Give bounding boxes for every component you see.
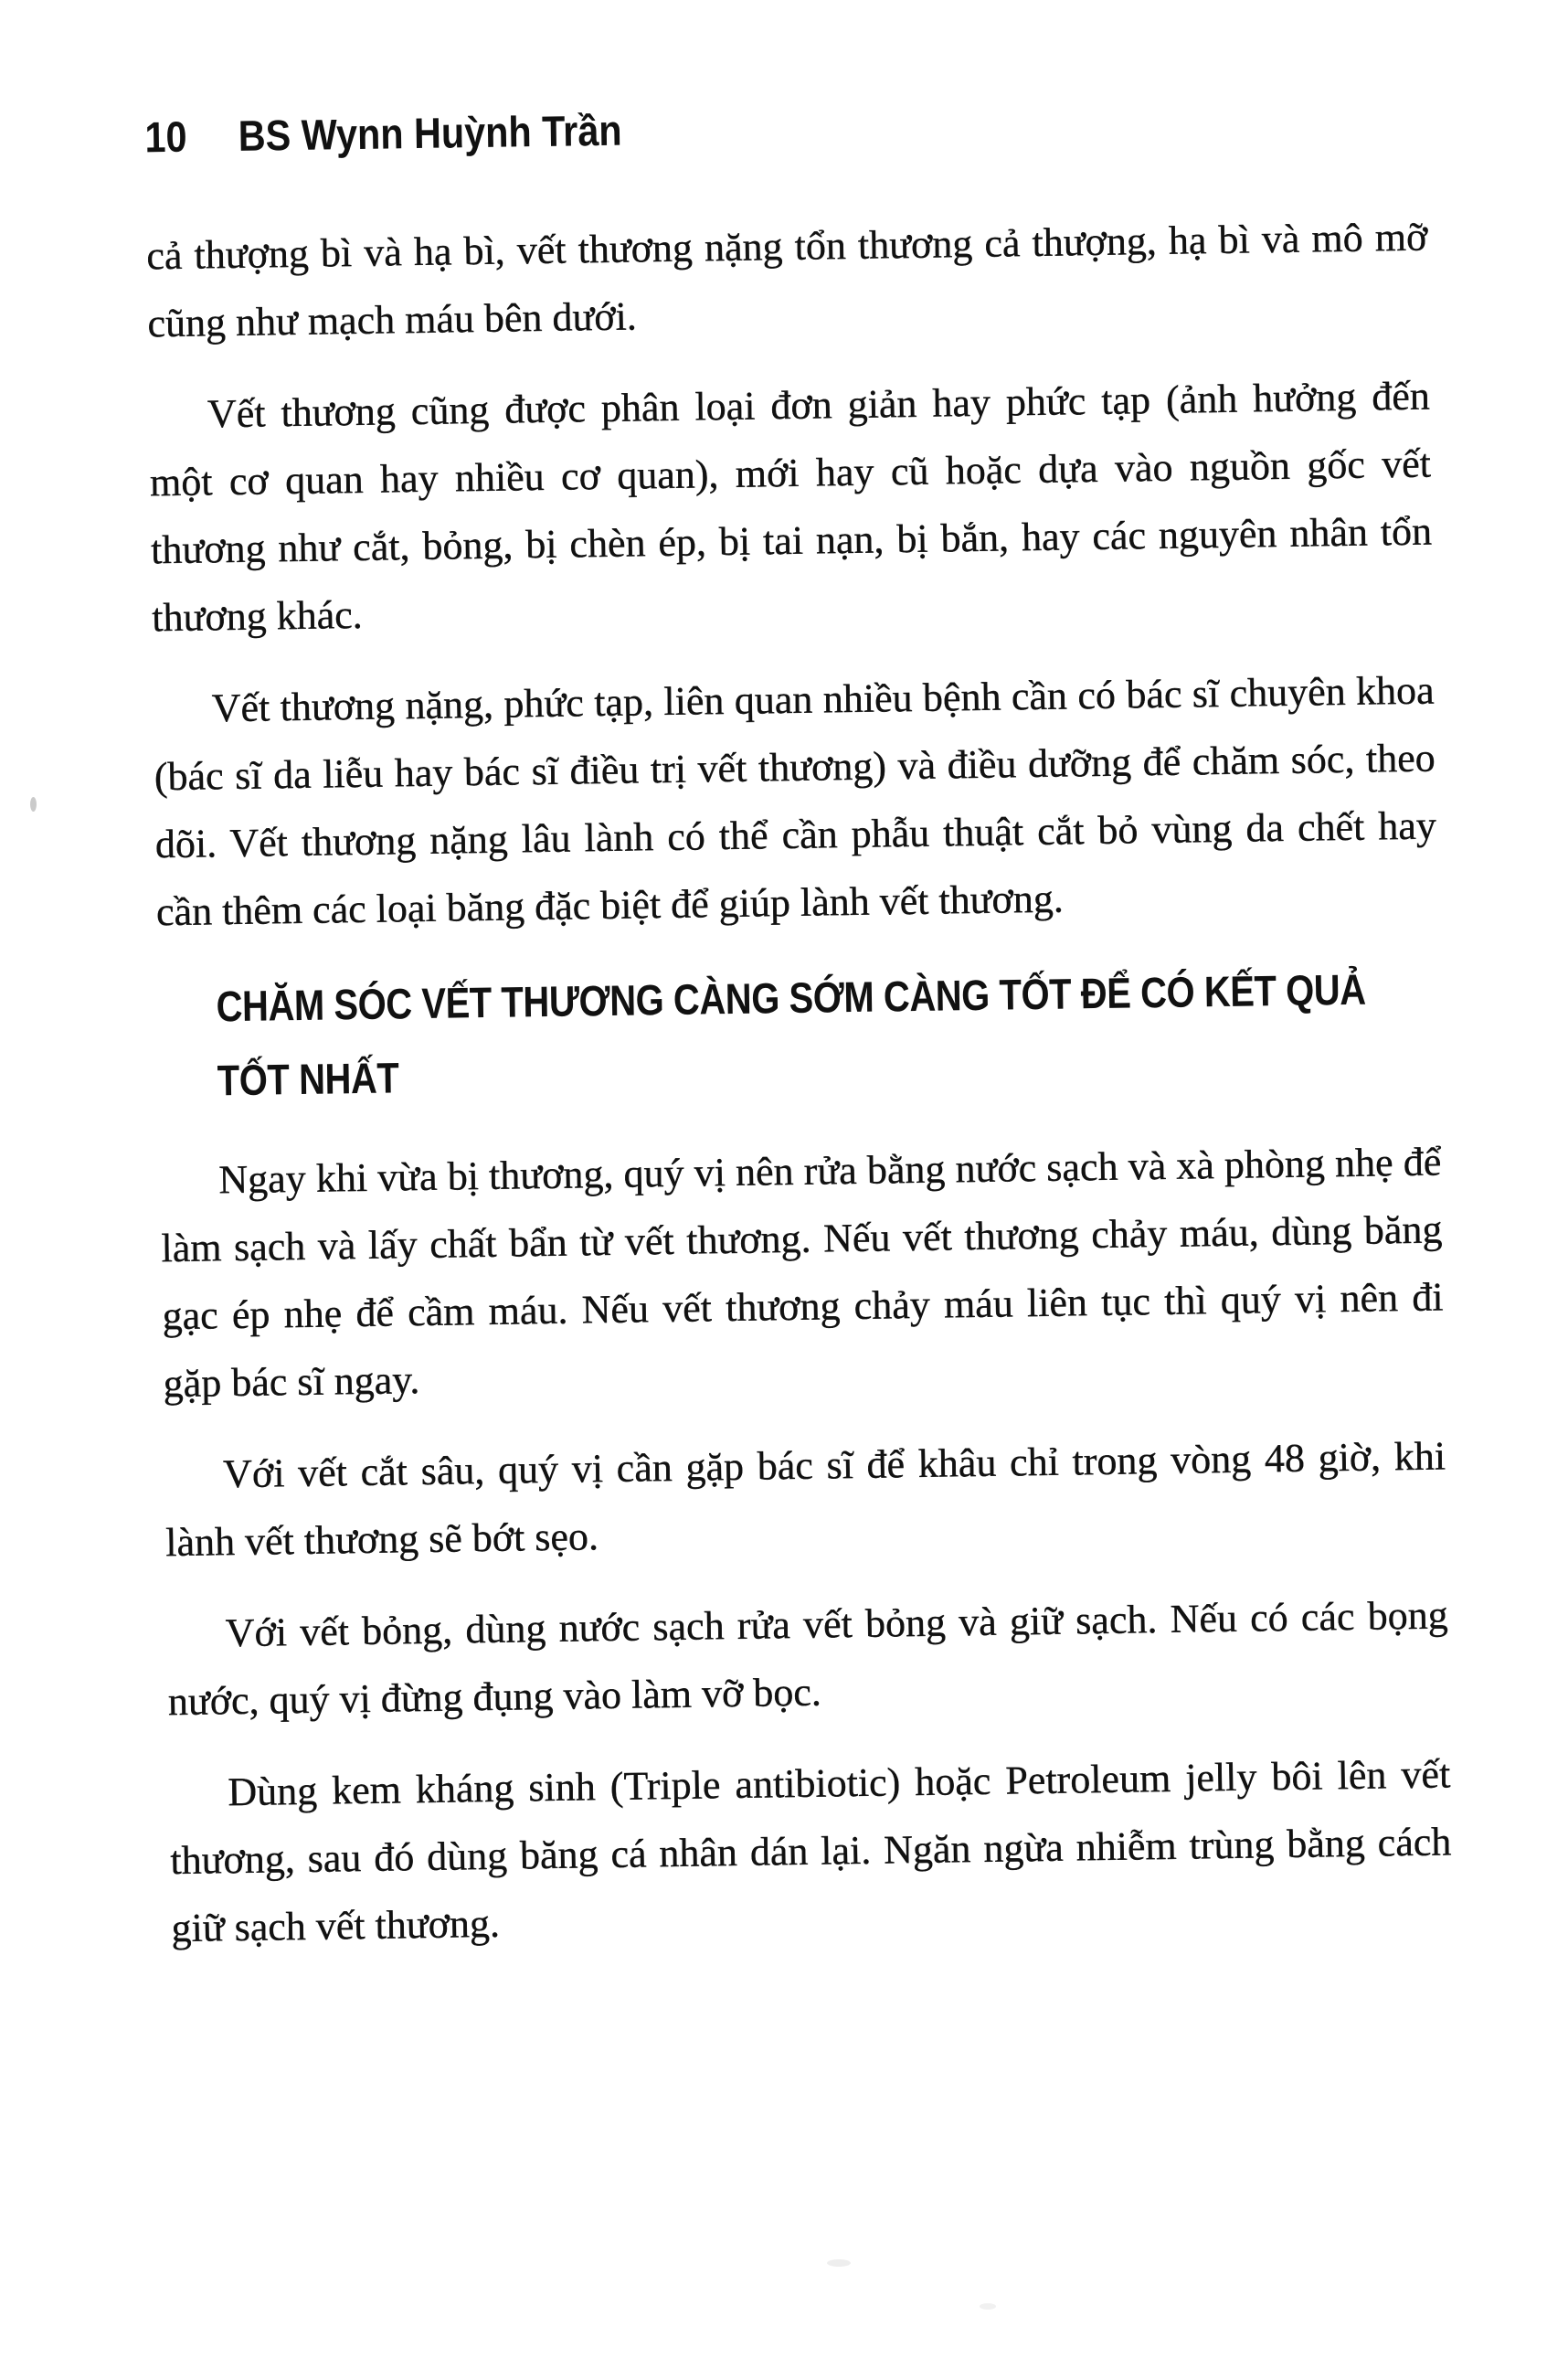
page-number: 10 — [144, 112, 187, 162]
page-body — [146, 204, 1453, 1963]
paragraph: Với vết cắt sâu, quý vị cần gặp bác sĩ để khâu chỉ trong vòng 48 giờ, khi lành vết thương sẽ bớt sẹo. — [164, 1433, 1446, 1566]
section-heading-line: TỐT NHẤT — [217, 1053, 399, 1105]
page-content — [144, 93, 1453, 1987]
paragraph: Ngay khi vừa bị thương, quý vị nên rửa bằng nước sạch và xà phòng nhẹ để làm sạch và lấy chất bẩn từ vết thương. Nếu vết thương chảy máu, dùng băng gạc ép nhẹ để cầm máu. Nếu vết thương chảy máu liên tục thì quý vị nên đi gặp bác sĩ ngay. — [161, 1139, 1444, 1407]
paragraph: Vết thương cũng được phân loại đơn giản hay phức tạp (ảnh hưởng đến một cơ quan hay nhiều cơ quan), mới hay cũ hoặc dựa vào nguồn gốc vết thương như cắt, bỏng, bị chèn ép, bị tai nạn, bị bắn, hay các nguyên nhân tổn thương khác. — [149, 373, 1433, 641]
scan-artifact — [30, 797, 37, 812]
paragraph: Vết thương nặng, phức tạp, liên quan nhiều bệnh cần có bác sĩ chuyên khoa (bác sĩ da liễu hay bác sĩ điều trị vết thương) và điều dưỡng để chăm sóc, theo dõi. Vết thương nặng lâu lành có thể cần phẫu thuật cắt bỏ vùng da chết hay cần thêm các loại băng đặc biệt để giúp lành vết thương. — [154, 667, 1437, 935]
author-name: BS Wynn Huỳnh Trần — [238, 105, 622, 160]
section-heading — [216, 951, 1492, 1118]
scan-artifact — [827, 2259, 851, 2267]
paragraph: Với vết bỏng, dùng nước sạch rửa vết bỏng và giữ sạch. Nếu có các bọng nước, quý vị đừng đụng vào làm vỡ bọc. — [167, 1592, 1448, 1725]
paragraph: cả thượng bì và hạ bì, vết thương nặng tổn thương cả thượng, hạ bì và mô mỡ cũng như mạch máu bên dưới. — [146, 214, 1428, 346]
section-heading-line: CHĂM SÓC VẾT THƯƠNG CÀNG SỚM CÀNG TỐT ĐỂ CÓ KẾT QUẢ — [216, 964, 1367, 1031]
scan-artifact — [980, 2303, 996, 2310]
running-header — [144, 95, 1272, 162]
paragraph: Dùng kem kháng sinh (Triple antibiotic) hoặc Petroleum jelly bôi lên vết thương, sau đó dùng băng cá nhân dán lại. Ngăn ngừa nhiễm trùng bằng cách giữ sạch vết thương. — [170, 1751, 1452, 1951]
